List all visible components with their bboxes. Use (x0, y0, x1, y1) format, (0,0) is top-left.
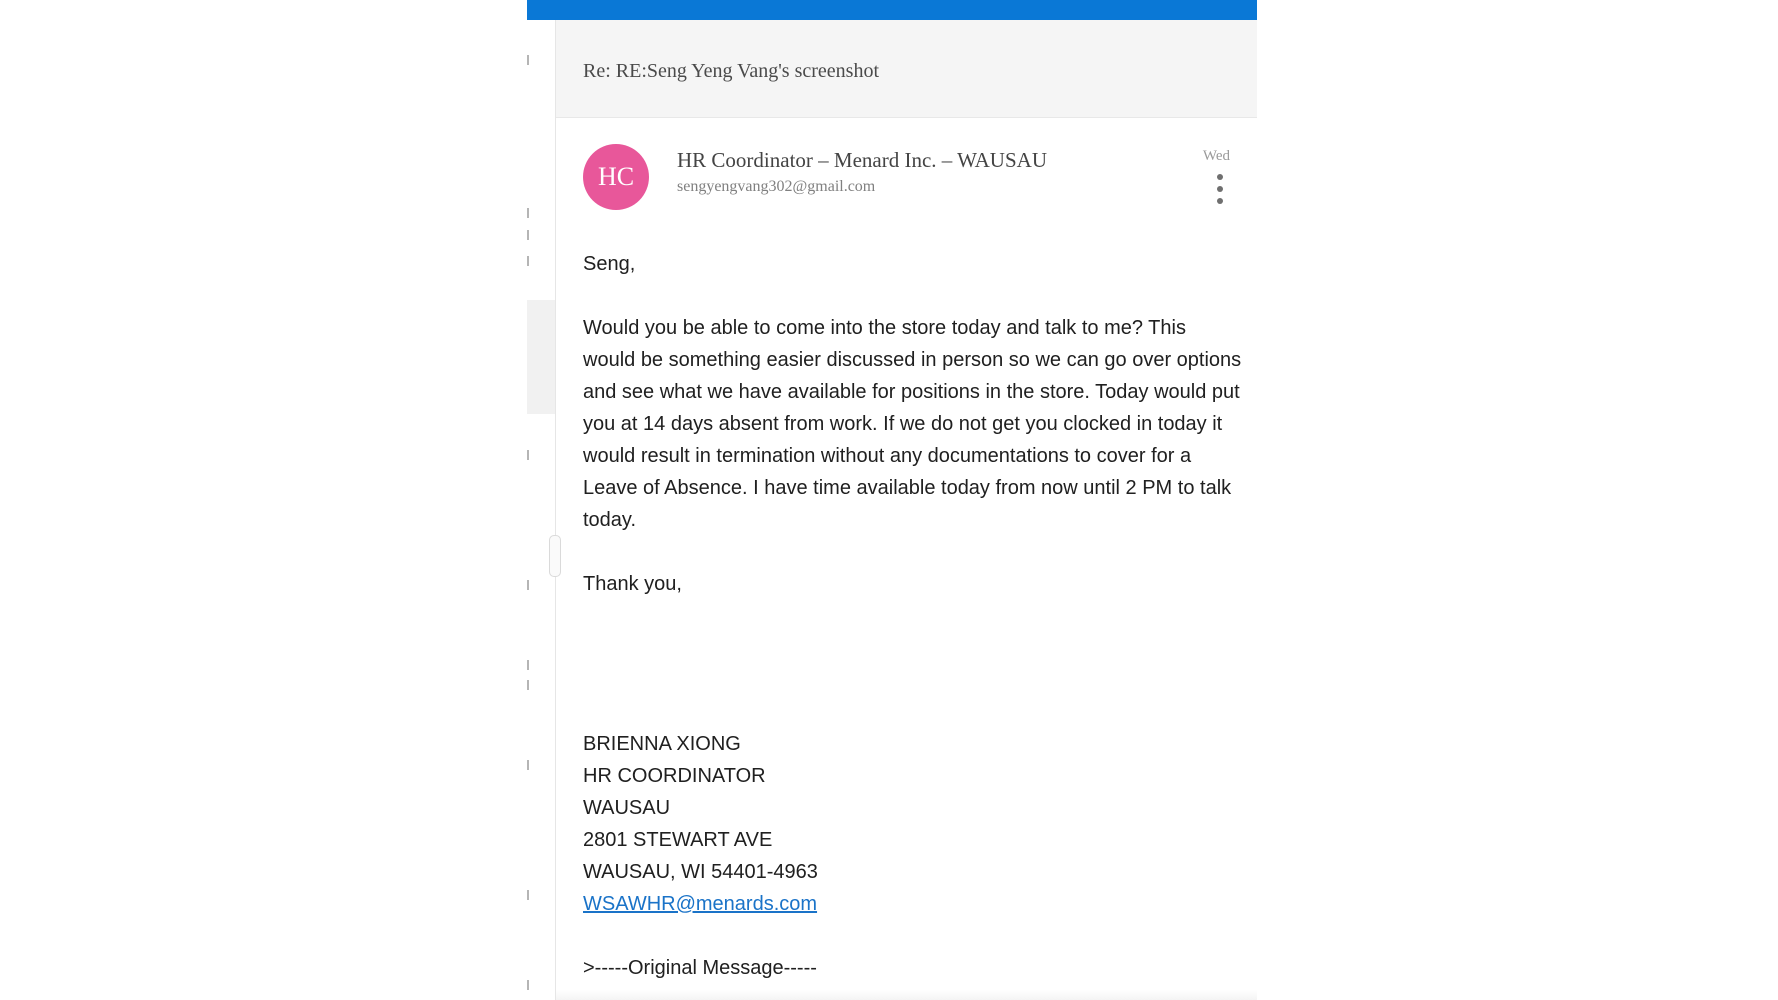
rail-tick (527, 230, 529, 240)
rail-tick (527, 660, 529, 670)
email-paragraph: Would you be able to come into the store today and talk to me? This would be something easier discussed in person so we can go over options and see what we have available for positions in the store. Today would put you at 14 days absent from work. If we do not get you clocked in today it would result in termination without any documentations to cover for a Leave of Absence. I have time available today from now until 2 PM to talk today. (583, 317, 1242, 531)
rail-tick (527, 680, 529, 690)
rail-tick (527, 256, 529, 266)
sender-row (556, 118, 1257, 228)
resize-handle[interactable] (549, 535, 561, 577)
email-closing: Thank you, (583, 573, 682, 595)
left-rail (527, 20, 556, 1000)
email-greeting: Seng, (583, 253, 636, 275)
original-message-marker: >-----Original Message----- (583, 957, 817, 979)
email-date: Wed (1202, 148, 1230, 164)
signature-address: 2801 STEWART AVE (583, 829, 773, 851)
sender-avatar[interactable]: HC (583, 144, 649, 210)
signature-email-link[interactable]: WSAWHR@menards.com (583, 893, 818, 915)
app-top-bar (527, 0, 1257, 20)
signature-title: HR COORDINATOR (583, 765, 766, 787)
rail-tick (527, 580, 529, 590)
sender-email: sengyengvang302@gmail.com (677, 178, 876, 195)
rail-tick (527, 208, 529, 218)
email-subject: Re: RE:Seng Yeng Vang's screenshot (583, 60, 880, 82)
rail-tick (527, 55, 529, 65)
subject-header (556, 20, 1257, 118)
email-view (527, 0, 1257, 1000)
rail-tick (527, 890, 529, 900)
signature-name: BRIENNA XIONG (583, 733, 741, 755)
left-rail-selected[interactable] (527, 300, 555, 414)
rail-tick (527, 980, 529, 990)
rail-tick (527, 760, 529, 770)
rail-tick (527, 450, 529, 460)
email-body (583, 248, 1243, 984)
bottom-fade (556, 990, 1257, 1000)
sender-name: HR Coordinator – Menard Inc. – WAUSAU (677, 148, 1047, 172)
more-vertical-icon[interactable] (1211, 174, 1227, 204)
signature-city: WAUSAU, WI 54401-4963 (583, 861, 818, 883)
signature-location: WAUSAU (583, 797, 671, 819)
